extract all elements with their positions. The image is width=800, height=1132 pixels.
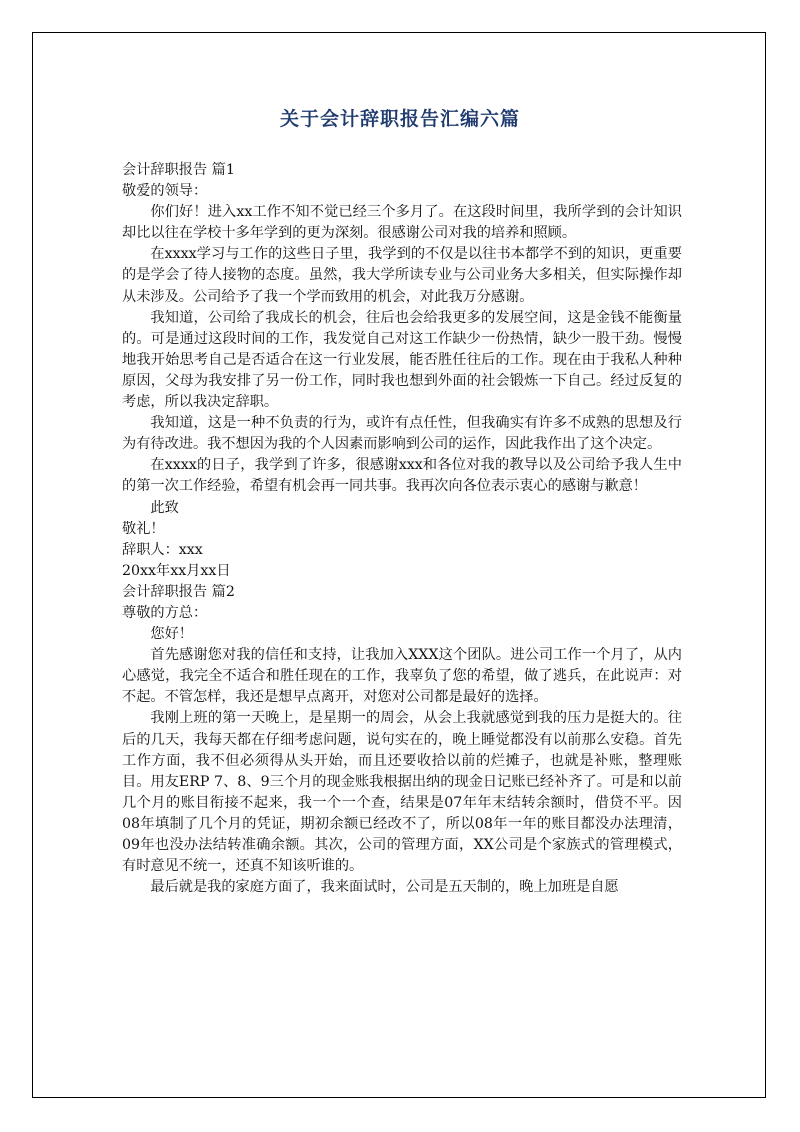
body-paragraph: 您好！ xyxy=(150,626,193,643)
body-paragraph: 你们好！进入xx工作不知不觉已经三个多月了。在这段时间里，我所学到的会计知识却比以往在学校十多年学到的更为深刻。很感谢公司对我的培养和照顾。 xyxy=(122,204,682,242)
body-line: 会计辞职报告 篇2 xyxy=(122,583,235,600)
body-line: 敬爱的领导： xyxy=(122,183,208,200)
body-paragraph: 我刚上班的第一天晚上，是星期一的周会，从会上我就感觉到我的压力是挺大的。往后的几天，我每天都在仔细考虑问题，说句实在的，晚上睡觉都没有以前那么安稳。首先工作方面，我不但必须得从头开始，而且还要收拾以前的烂摊子，也就是补账，整理账目。用友ERP 7、8、9三个月的现金账我根据出纳的现金日记账已经补齐了。可是和以前几个月的账目衔接不起来，我一个一个查，结果是07年年末结转余额时，借贷不平。因08年填制了几个月的凭证，期初余额已经改不了，所以08年一年的账目都没办法理清，09年也没办法结转准确余额。其次，公司的管理方面，XX公司是个家族式的管理模式，有时意见不统一，还真不知该听谁的。 xyxy=(122,710,682,875)
body-line: 尊敬的方总： xyxy=(122,604,208,621)
body-line: 辞职人：xxx xyxy=(122,541,203,558)
body-paragraph: 我知道，这是一种不负责的行为，或许有点任性，但我确实有许多不成熟的思想及行为有待改进。我不想因为我的个人因素而影响到公司的运作，因此我作出了这个决定。 xyxy=(122,415,682,453)
document-body xyxy=(122,160,682,898)
body-paragraph: 最后就是我的家庭方面了，我来面试时，公司是五天制的，晚上加班是自愿 xyxy=(150,879,619,896)
body-paragraph: 我知道，公司给了我成长的机会，往后也会给我更多的发展空间，这是金钱不能衡量的。可是通过这段时间的工作，我发觉自己对这工作缺少一份热情，缺少一股干劲。慢慢地我开始思考自己是否适合在这一行业发展，能否胜任往后的工作。现在由于我私人种种原因，父母为我安排了另一份工作，同时我也想到外面的社会锻炼一下自己。经过反复的考虑，所以我决定辞职。 xyxy=(122,309,682,411)
body-line: 20xx年xx月xx日 xyxy=(122,562,231,579)
document-title: 关于会计辞职报告汇编六篇 xyxy=(279,108,520,130)
body-paragraph: 此致 xyxy=(150,499,179,516)
body-paragraph: 首先感谢您对我的信任和支持，让我加入XXX这个团队。进公司工作一个月了，从内心感觉，我完全不适合和胜任现在的工作，我辜负了您的希望，做了逃兵，在此说声：对不起。不管怎样，我还是想早点离开，对您对公司都是最好的选择。 xyxy=(122,647,682,706)
body-paragraph: 在xxxx学习与工作的这些日子里，我学到的不仅是以往书本都学不到的知识，更重要的是学会了待人接物的态度。虽然，我大学所读专业与公司业务大多相关，但实际操作却从未涉及。公司给予了我一个学而致用的机会，对此我万分感谢。 xyxy=(122,246,682,305)
body-line: 敬礼！ xyxy=(122,520,165,537)
body-line: 会计辞职报告 篇1 xyxy=(122,162,235,178)
body-paragraph: 在xxxx的日子，我学到了许多，很感谢xxx和各位对我的教导以及公司给予我人生中的第一次工作经验，希望有机会再一同共事。我再次向各位表示衷心的感谢与歉意！ xyxy=(122,457,682,495)
